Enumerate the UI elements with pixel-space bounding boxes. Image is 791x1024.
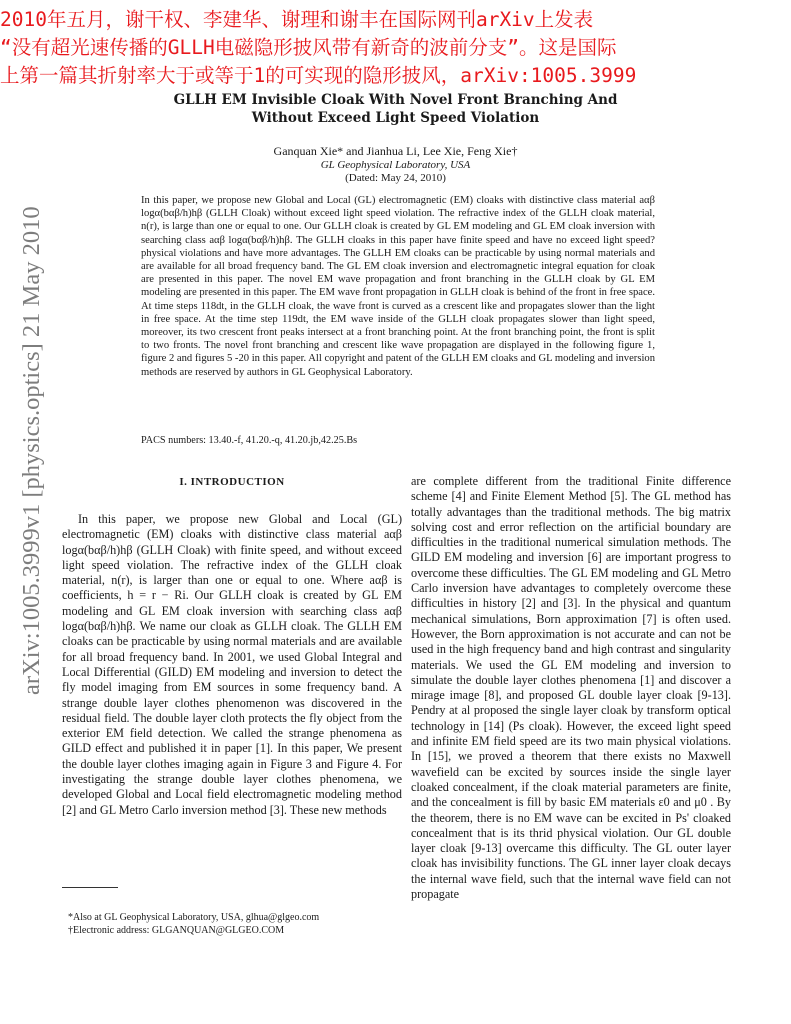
chinese-annotation (0, 6, 791, 90)
left-column-text: In this paper, we propose new Global and Local (GL) electromagnetic (EM) cloaks with distinctive class material aαβ logα(bαβ/h)hβ (GLLH Cloak) with finite speed, and without exceed light speed violation. The refractive index of the GLLH cloak material, n(r), is larger than one or equal to one. Where aαβ is coefficients, h = r − Ri. Our GLLH cloak is created by GL EM modeling and GL EM cloak inversion with searching class aαβ logα(bαβ/h)hβ. We name our cloak as GLLH cloak. The GLLH EM cloaks can be practicable by using normal materials and are available for all broad frequency band. In 2001, we used Global Integral and Local Differential (GILD) EM modeling and inversion to detect the fly model imaging from EM sources in some frequency band. A strange double layer clothes phenomenon was discovered in the residual field. The double layer cloth protects the fly object from the exterior EM field detection. We called the strange phenomena as GILD effect and published it in paper [1]. In this paper, We present the double layer clothes imaging again in Figure 3 and Figure 4. For investigating the strange double layer clothes phenomena, we developed Global and Local field electromagnetic modeling method [2] and GL Metro Carlo inversion method [3]. These new methods (62, 512, 402, 817)
paper-affiliation: GL Geophysical Laboratory, USA (320, 159, 471, 171)
paper-title-line-1: GLLH EM Invisible Cloak With Novel Front Branching And (173, 92, 618, 108)
annotation-line-3: 上第一篇其折射率大于或等于1的可实现的隐形披风，arXiv:1005.3999 (0, 64, 637, 87)
paper-abstract: In this paper, we propose new Global and Local (GL) electromagnetic (EM) cloaks with distinctive class material aαβ logα(bαβ/h)hβ (GLLH Cloak) without exceed light speed violation. The refractive index of the GLLH cloak material, n(r), is large than one or equal to one. Our GLLH cloak is created by GL EM modeling and GL EM cloak inversion with searching class aαβ logα(bαβ/h)hβ. The GLLH cloaks in this paper have finite speed and have no exceed light speed? physical violations and have more advantages. The GLLH EM cloaks can be practicable by using normal materials and are available for all broad frequency band. The GL EM cloak inversion and electromagnetic integral equation for cloak are presented in this paper. The novel EM wave propagation and front branching in the GLLH cloak by GL EM modeling are presented in this paper. The EM wave front propagation in GLLH cloak is behind of the front in free space. At time steps 118dt, in the GLLH cloak, the wave front is curved as a crescent like and propagates slower than the light in free space. At the time step 119dt, the EM wave inside of the GLLH cloak propagates slower than light speed, moreover, its two crescent front peaks intersect at a front branching point. At the front branching point, the front is split to two fronts. The novel front branching and crescent like wave propagation are displayed in the following figure 1, figure 2 and figures 5 -20 in this paper. All copyright and patent of the GLLH EM cloaks and GL modeling and inversion methods are reserved by authors in GL Geophysical Laboratory. (141, 195, 655, 378)
footnote-1: *Also at GL Geophysical Laboratory, USA, glhua@glgeo.com (68, 912, 320, 923)
paper-date: (Dated: May 24, 2010) (345, 172, 446, 184)
arxiv-side-stamp: arXiv:1005.3999v1 [physics.optics] 21 May 2010 (18, 206, 45, 695)
right-column-text: are complete different from the traditional Finite difference scheme [4] and Finite Element Method [5]. The GL method has totally advantages than the traditional methods. The big matrix solving cost and error reflection on the artificial boundary are difficulties in the traditional numerical simulation methods. The GILD EM modeling and inversion [6] are important progress to overcome these difficulties. The GL EM modeling and GL Metro Carlo inversion have advantages to completely overcome these difficulties in history [2] and [3]. In the physical and quantum mechanical simulations, Born approximation [7] is often used. However, the Born approximation is not accurate and can not be used in the high frequency band and high contrast and singularity materials. We used the GL EM modeling and inversion to simulate the double layer clothes phenomena [1] and discover a mirage image [8], and proposed GL double layer cloak [9-13]. Pendry at al proposed the single layer cloak by transform optical technology in [14] (Ps cloak). However, the exceed light speed and infinite EM field speed are its two main physical violations. In [15], we proved a theorem that there exists no Maxwell wavefield can be excited by sources inside the single layer cloaked concealment, if the cloak material parameters are finite, and the concealment is fill by basic EM materials ε0 and μ0 . By the theorem, there is no EM wave can be excited in Ps' cloaked concealment that is its thrid physical violation. Our GL double layer cloak [9-13] overcame this difficulty. The GL outer layer cloak has invisibility functions. The GL inner layer cloak decays the internal wave field, such that the internal wave field can not propagate (411, 474, 731, 902)
paper-authors: Ganquan Xie* and Jianhua Li, Lee Xie, Feng Xie† (273, 144, 518, 158)
annotation-line-1: 2010年五月，谢干权、李建华、谢理和谢丰在国际网刊arXiv上发表 (0, 8, 594, 31)
footnote-2: †Electronic address: GLGANQUAN@GLGEO.COM (68, 925, 285, 936)
pacs-numbers: PACS numbers: 13.40.-f, 41.20.-q, 41.20.jb,42.25.Bs (141, 435, 358, 446)
annotation-line-2: “没有超光速传播的GLLH电磁隐形披风带有新奇的波前分支”。这是国际 (0, 36, 617, 59)
section-heading-introduction: I. INTRODUCTION (179, 476, 285, 488)
paper-title-line-2: Without Exceed Light Speed Violation (251, 110, 540, 126)
footnote-rule (62, 887, 118, 888)
